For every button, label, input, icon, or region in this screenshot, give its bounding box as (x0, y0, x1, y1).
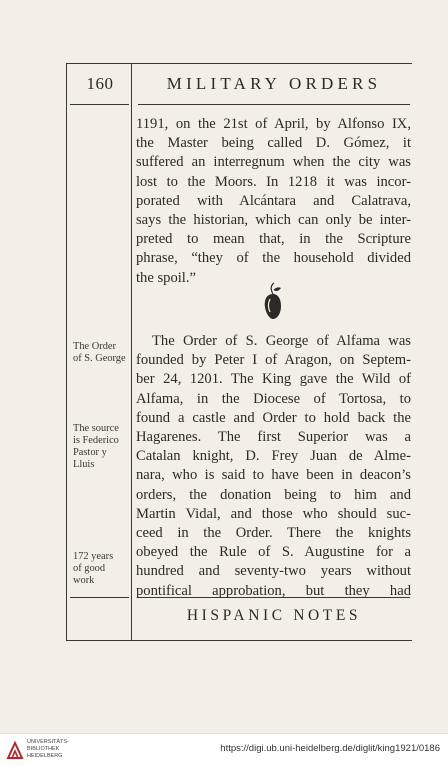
text-line: lost to the Moors. In 1218 it was incor- (136, 173, 411, 190)
text-line: hundred and seventy-two years without (136, 563, 411, 580)
text-line: the spoil.” (136, 269, 196, 286)
text-line: pontifical approbation, but they had (136, 582, 411, 599)
text-line: preted to mean that, in the Scripture (136, 231, 411, 248)
sidenote-172-years (73, 551, 131, 587)
library-name-line: BIBLIOTHEK (27, 745, 60, 752)
text-line: nara, who is said to have been in deacon’s (136, 467, 411, 484)
paragraph-1 (136, 115, 411, 288)
text-line: suffered an interregnum when the city was (136, 154, 411, 171)
text-line: Martin Vidal, and those who should suc- (136, 505, 411, 522)
page-number: 160 (86, 74, 114, 93)
library-name-line: HEIDELBERG (27, 752, 63, 759)
text-line: porated with Alcántara and Calatrava, (136, 192, 411, 209)
frame-left-rule (66, 63, 67, 641)
pomegranate-ornament-icon (262, 281, 284, 321)
text-line: ber 24, 1201. The King gave the Wild of (136, 371, 411, 388)
frame-bottom-rule (66, 640, 412, 641)
running-title: MILITARY ORDERS (166, 74, 382, 93)
sidenote-source (73, 423, 131, 471)
footer-title: HISPANIC NOTES (186, 607, 362, 624)
sidenote-line: work (73, 575, 95, 586)
sidenote-line: The Order (73, 341, 116, 352)
sidenote-line: Lluis (73, 459, 95, 470)
paragraph-2 (136, 332, 411, 601)
text-line: phrase, “they of the household divided (136, 250, 411, 267)
sidenote-line: is Federico (73, 435, 119, 446)
viewer-bar (0, 733, 448, 766)
footer-overline-left (70, 597, 129, 598)
library-name-line: UNIVERSITÄTS- (27, 739, 69, 745)
text-line: found a castle and Order to hold back the (136, 409, 411, 426)
sidenote-line: The source (73, 423, 119, 434)
sidenote-line: of good (73, 563, 106, 574)
text-line: Alfama, in the Diocese of Tortosa, to (136, 390, 411, 407)
text-line: The Order of S. George of Alfama was (152, 333, 411, 349)
header-underline-right (138, 104, 410, 105)
margin-column-rule (131, 63, 132, 641)
frame-top-rule (66, 63, 412, 64)
text-line: orders, the donation being to him and (136, 486, 411, 503)
text-line: ceed in the Order. There the knights (136, 525, 411, 542)
sidenote-line: 172 years (73, 551, 114, 562)
text-line: obeyed the Rule of S. Augustine for a (136, 544, 411, 561)
page-url-link[interactable]: https://digi.ub.uni-heidelberg.de/diglit/king1921/0186 (220, 743, 440, 754)
sidenote-line: Pastor y (73, 447, 107, 458)
text-line: founded by Peter I of Aragon, on Septem- (136, 352, 411, 369)
text-line: says the historian, which can only be inter- (136, 212, 411, 229)
sidenote-line: of S. George (73, 353, 126, 364)
library-name (27, 739, 69, 759)
text-line: Catalan knight, D. Frey Juan de Alme- (136, 448, 411, 465)
text-line: Hagarenes. The first Superior was a (136, 429, 411, 446)
text-line: 1191, on the 21st of April, by Alfonso IX, (136, 116, 411, 132)
sidenote-order-of-s-george (73, 341, 131, 365)
text-line: the Master being called D. Gómez, it (136, 135, 411, 152)
header-underline-left (70, 104, 129, 105)
library-logo-icon (6, 740, 24, 760)
